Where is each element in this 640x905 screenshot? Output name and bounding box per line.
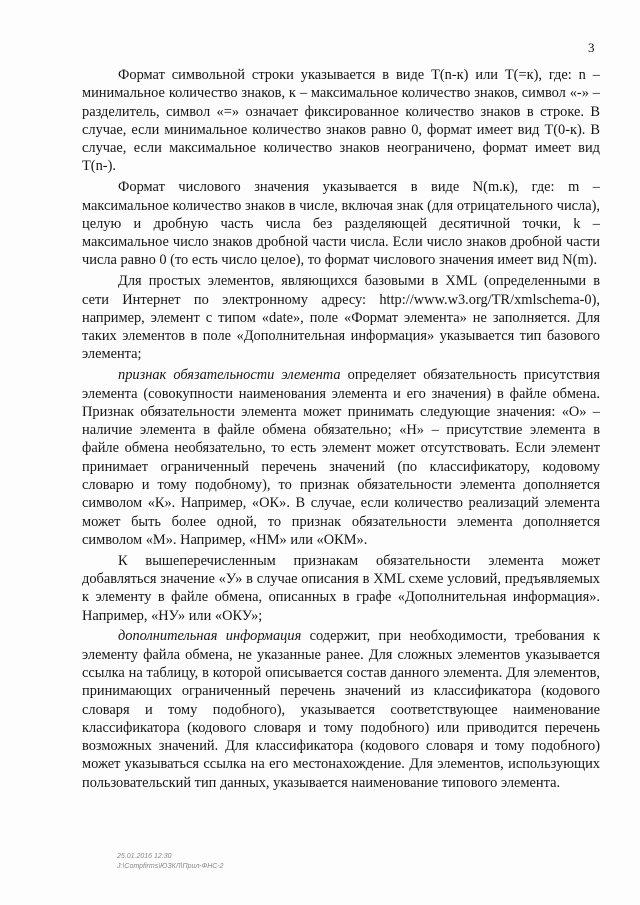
paragraph-conditional-flag: К вышеперечисленным признакам обязательности элемента может добавляться значение «У» в случае описания в XML схеме условий, предъявляемых к элементу в файле обмена, описанных в графе «Дополнительная информация». Например, «НУ» или «ОКУ»;: [82, 552, 600, 624]
footer-path: J:\Compfirms\ЮЗКЛ\Прил-ФНС-2: [117, 863, 224, 870]
mandatory-flag-description: определяет обязательность присутствия элемента (совокупности наименования элемента и его значения) в файле обмена. Признак обязательности элемента может принимать следующие значения: «О» – наличие элемента в файле обмена обязательно; «Н» – присутствие элемента в файле обмена необязательно, то есть элемент может отсутствовать. Если элемент принимает ограниченный перечень значений (по классификатору, кодовому словарю и тому подобному), то признак обязательности элемента дополняется символом «К». Например, «ОК». В случае, если количество реализаций элемента может быть более одной, то признак обязательности элемента дополняется символом «М». Например, «НМ» или «ОКМ».: [82, 367, 600, 548]
footer-stamp: [117, 852, 224, 872]
paragraph-mandatory-flag: [82, 366, 600, 549]
footer-date: 25.01.2016 12:30: [117, 853, 172, 860]
page-number: 3: [588, 40, 595, 55]
body-text: [82, 66, 600, 795]
term-additional-info: дополнительная информация: [118, 628, 302, 645]
additional-info-description: содержит, при необходимости, требования к элементу файла обмена, не указанные ранее. Для сложных элементов указывается ссылка на таблицу, в которой описывается состав данного элемента. Для элементов, принимающих ограниченный перечень значений из классификатора (кодового словаря и тому подобного), указывается соответствующее наименование классификатора (кодового словаря и тому подобного) или приводится перечень возможных значений. Для классификатора (кодового словаря и тому подобного) может указываться ссылка на его местонахождение. Для элементов, использующих пользовательский тип данных, указывается наименование типового элемента.: [82, 628, 600, 791]
term-mandatory-flag: признак обязательности элемента: [118, 367, 341, 384]
paragraph-string-format: Формат символьной строки указывается в виде T(n-к) или T(=к), где: n – минимальное количество знаков, к – максимальное количество знаков, символ «-» – разделитель, символ «=» означает фиксированное количество знаков в строке. В случае, если минимальное количество знаков равно 0, формат имеет вид T(0-к). В случае, если максимальное количество знаков неограничено, формат имеет вид T(n-).: [82, 67, 600, 175]
paragraph-additional-info: [82, 627, 600, 792]
paragraph-xml-base-types: Для простых элементов, являющихся базовыми в XML (определенными в сети Интернет по электронному адресу: http://www.w3.org/TR/xmlschema-0), например, элемент с типом «date», поле «Формат элемента» не заполняется. Для таких элементов в поле «Дополнительная информация» указывается тип базового элемента;: [82, 273, 600, 363]
paragraph-number-format: Формат числового значения указывается в виде N(m.к), где: m – максимальное количество знаков в числе, включая знак (для отрицательного числа), целую и дробную часть числа без разделяющей десятичной точки, k – максимальное число знаков дробной части числа. Если число знаков дробной части числа равно 0 (то есть число целое), то формат числового значения имеет вид N(m).: [82, 179, 600, 269]
